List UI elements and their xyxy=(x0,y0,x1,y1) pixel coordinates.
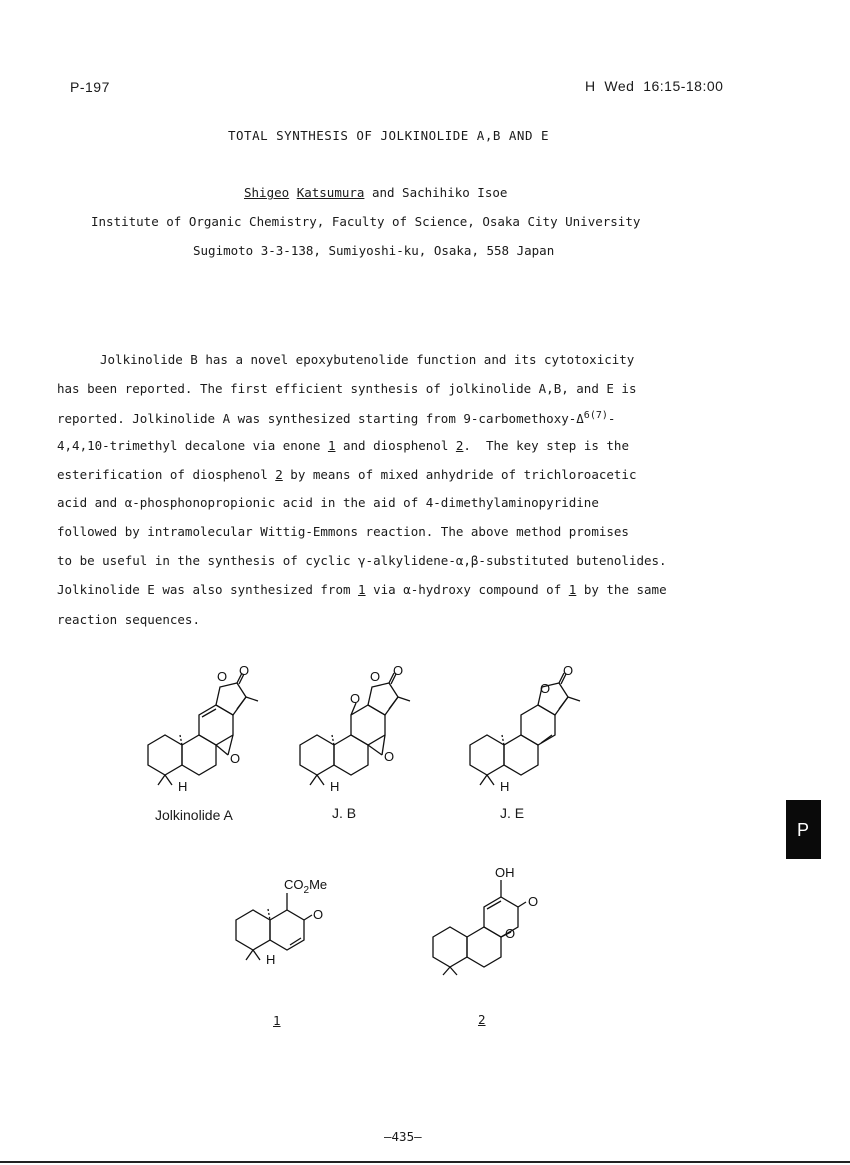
abstract-line-3-dash: - xyxy=(607,411,616,427)
abstract-line-1: Jolkinolide B has a novel epoxybutenolide function and its cytotoxicity xyxy=(100,352,635,367)
label-compound-1: 1 xyxy=(273,1013,281,1028)
abstract-line-4-b: and diosphenol xyxy=(335,438,456,453)
compound-ref-1: 1 xyxy=(327,438,336,453)
session-info: H Wed 16:15-18:00 xyxy=(585,78,724,94)
abstract-line-9-a: Jolkinolide E was also synthesized from xyxy=(57,582,359,597)
structure-compound-1 xyxy=(228,875,338,975)
structure-compound-2 xyxy=(425,862,555,977)
structure-jolkinolide-b xyxy=(292,665,422,800)
label-jolkinolide-a: Jolkinolide A xyxy=(155,807,233,823)
atom-h: H xyxy=(266,952,276,967)
abstract-line-9-b: via α-hydroxy compound of xyxy=(365,582,569,597)
abstract-line-10: reaction sequences. xyxy=(57,612,200,627)
structure-jolkinolide-a xyxy=(140,665,270,800)
abstract-line-4-a: 4,4,10-trimethyl decalone via enone xyxy=(57,438,328,453)
atom-o: O xyxy=(528,894,539,909)
authors xyxy=(244,185,507,200)
co-text: CO xyxy=(284,877,304,892)
paper-title: TOTAL SYNTHESIS OF JOLKINOLIDE A,B AND E xyxy=(228,128,550,143)
atom-h: H xyxy=(330,779,340,794)
me-text: Me xyxy=(309,877,328,892)
atom-o: O xyxy=(350,691,361,706)
atom-o: O xyxy=(505,926,516,941)
atom-o: O xyxy=(384,749,395,764)
label-jolkinolide-e: J. E xyxy=(500,805,525,821)
compound-ref-1c: 1 xyxy=(568,582,577,597)
atom-h: H xyxy=(500,779,510,794)
abstract-line-6: acid and α-phosphonopropionic acid in the aid of 4-dimethylaminopyridine xyxy=(57,495,599,510)
atom-o: O xyxy=(370,669,381,684)
author-rest: and Sachihiko Isoe xyxy=(364,185,508,200)
co-sub: 2 xyxy=(303,885,310,896)
compound-ref-2: 2 xyxy=(455,438,464,453)
abstract-line-8: to be useful in the synthesis of cyclic γ-alkylidene-α,β-substituted butenolides. xyxy=(57,553,667,568)
abstract-line-9-c: by the same xyxy=(576,582,667,597)
abstract-line-3-text: reported. Jolkinolide A was synthesized starting from 9-carbomethoxy-Δ xyxy=(57,411,584,427)
page-number: —435— xyxy=(384,1129,422,1144)
compound-ref-1b: 1 xyxy=(358,582,366,597)
abstract-line-2: has been reported. The first efficient synthesis of jolkinolide A,B, and E is xyxy=(57,381,637,396)
abstract-line-4-c: . The key step is the xyxy=(463,438,629,453)
section-tab xyxy=(786,800,821,859)
section-tab-letter: P xyxy=(797,820,810,840)
abstract-line-5-a: esterification of diosphenol xyxy=(57,467,276,482)
atom-co2me xyxy=(284,877,327,896)
label-compound-2: 2 xyxy=(478,1012,486,1027)
structure-jolkinolide-e xyxy=(462,665,592,800)
atom-o: O xyxy=(230,751,241,766)
abstract-line-5 xyxy=(57,467,637,482)
atom-o: O xyxy=(563,663,574,678)
affiliation: Institute of Organic Chemistry, Faculty of Science, Osaka City University xyxy=(91,214,641,229)
compound-ref-2b: 2 xyxy=(275,467,283,482)
abstract-line-7: followed by intramolecular Wittig-Emmons reaction. The above method promises xyxy=(57,524,629,539)
atom-o: O xyxy=(540,681,551,696)
bottom-rule xyxy=(0,1161,850,1163)
label-jolkinolide-b: J. B xyxy=(332,805,357,821)
address: Sugimoto 3-3-138, Sumiyoshi-ku, Osaka, 558 Japan xyxy=(193,243,555,258)
paper-id: P-197 xyxy=(70,79,110,95)
abstract-line-3 xyxy=(57,410,615,426)
abstract-line-5-b: by means of mixed anhydride of trichloroacetic xyxy=(282,467,637,482)
atom-o: O xyxy=(217,669,228,684)
atom-o: O xyxy=(393,663,404,678)
author-surname: Katsumura xyxy=(296,185,365,200)
atom-o: O xyxy=(313,907,324,922)
atom-oh: OH xyxy=(495,865,515,880)
author-first-name: Shigeo xyxy=(244,185,290,200)
abstract-line-4 xyxy=(57,438,629,453)
atom-h: H xyxy=(178,779,188,794)
abstract-line-9 xyxy=(57,582,667,597)
delta-superscript: 6(7) xyxy=(583,410,608,421)
atom-o: O xyxy=(239,663,250,678)
